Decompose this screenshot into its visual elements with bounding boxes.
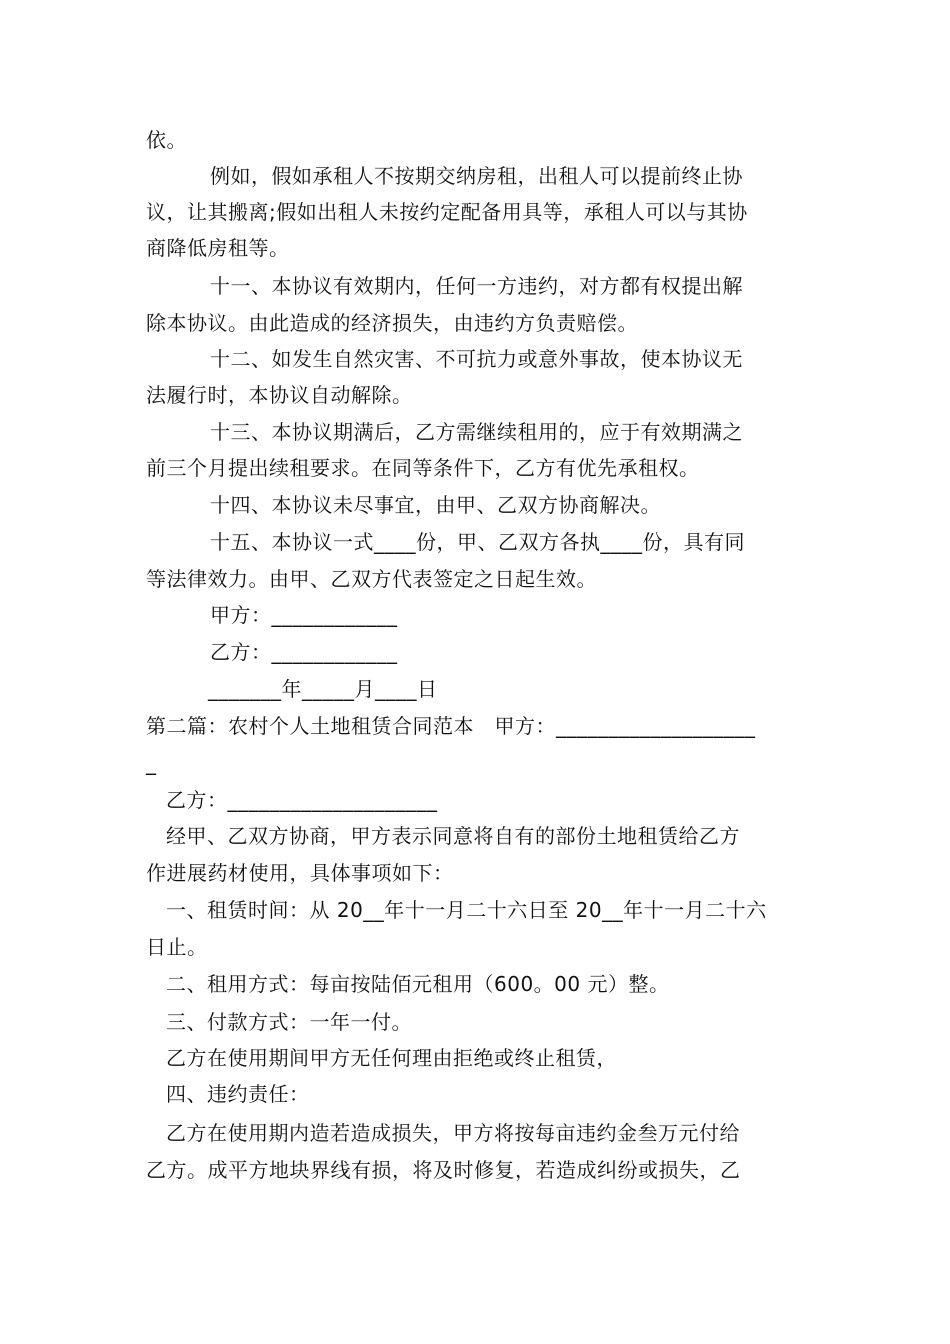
text-line: 例如，假如承租人不按期交纳房租，出租人可以提前终止协 [210, 164, 743, 188]
text-line: 十三、本协议期满后，乙方需继续租用的，应于有效期满之 [210, 420, 743, 444]
text-line: 十一、本协议有效期内，任何一方违约，对方都有权提出解 [210, 274, 743, 298]
signature-line-party-a: 甲方：____________ [210, 603, 398, 627]
text-line: 议，让其搬离;假如出租人未按约定配备用具等，承租人可以与其协 [146, 200, 748, 224]
text-line: 依。 [146, 128, 187, 152]
text-line: _ [146, 751, 157, 775]
text-line: 作进展药材使用，具体事项如下： [146, 861, 454, 885]
text-line: 乙方：____________________ [166, 788, 438, 812]
signature-line-party-b: 乙方：____________ [210, 640, 398, 664]
text-line: 乙方在使用期内造若造成损失，甲方将按每亩违约金叁万元付给 [166, 1121, 740, 1145]
text-line: 等法律效力。由甲、乙双方代表签定之日起生效。 [146, 567, 597, 591]
text-line: 乙方在使用期间甲方无任何理由拒绝或终止租赁， [166, 1046, 617, 1070]
text-line: 法履行时，本协议自动解除。 [146, 383, 413, 407]
text-line: 商降低房租等。 [146, 236, 290, 260]
text-line: 十二、如发生自然灾害、不可抗力或意外事故，使本协议无 [210, 347, 743, 371]
text-line: 日止。 [146, 935, 208, 959]
text-line: 前三个月提出续租要求。在同等条件下，乙方有优先承租权。 [146, 456, 700, 480]
text-line: 一、租赁时间：从 20__年十一月二十六日至 20__年十一月二十六 [166, 898, 767, 922]
text-line: 十五、本协议一式____份，甲、乙双方各执____份，具有同 [210, 530, 745, 554]
section-heading: 第二篇：农村个人土地租赁合同范本 甲方：___________________ [146, 714, 756, 738]
text-line: 除本协议。由此造成的经济损失，由违约方负责赔偿。 [146, 311, 638, 335]
date-line: _______年_____月____日 [208, 677, 438, 701]
text-line: 四、违约责任： [166, 1082, 310, 1106]
text-line: 乙方。成平方地块界线有损，将及时修复，若造成纠纷或损失，乙 [146, 1158, 741, 1182]
text-line: 二、租用方式：每亩按陆佰元租用（600。00 元）整。 [166, 972, 670, 996]
text-line: 经甲、乙双方协商，甲方表示同意将自有的部份土地租赁给乙方 [166, 824, 740, 848]
text-line: 十四、本协议未尽事宜，由甲、乙双方协商解决。 [210, 493, 661, 517]
text-line: 三、付款方式：一年一付。 [166, 1010, 412, 1034]
